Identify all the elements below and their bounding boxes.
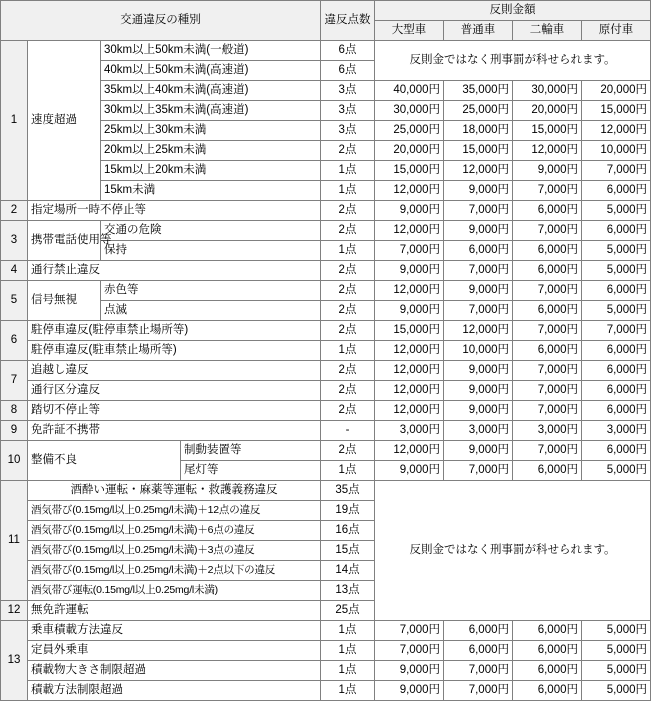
violation-points: 1点	[321, 681, 375, 701]
fine-amount-normal: 35,000円	[444, 81, 513, 101]
sub-label: 積載物大きさ制限超過	[28, 661, 321, 681]
table-row	[1, 681, 651, 701]
sub-label: 35km以上40km未満(高速道)	[101, 81, 321, 101]
category-name: 整備不良	[28, 441, 181, 481]
violation-points: 25点	[321, 601, 375, 621]
fine-amount-normal: 7,000円	[444, 461, 513, 481]
violation-points: 16点	[321, 521, 375, 541]
sub-label: 40km以上50km未満(高速道)	[101, 61, 321, 81]
violation-points: 2点	[321, 401, 375, 421]
fine-amount-normal: 6,000円	[444, 241, 513, 261]
violation-points: -	[321, 421, 375, 441]
violation-points: 19点	[321, 501, 375, 521]
fine-amount-normal: 7,000円	[444, 201, 513, 221]
fine-amount-large: 9,000円	[375, 261, 444, 281]
fine-amount-large: 9,000円	[375, 661, 444, 681]
fine-amount-normal: 7,000円	[444, 681, 513, 701]
violation-points: 1点	[321, 661, 375, 681]
fine-amount-large: 12,000円	[375, 221, 444, 241]
fine-amount-normal: 9,000円	[444, 401, 513, 421]
fine-amount-moped: 5,000円	[582, 641, 651, 661]
fine-amount-motorcycle: 7,000円	[513, 221, 582, 241]
violation-points: 2点	[321, 361, 375, 381]
row-index: 13	[1, 621, 28, 701]
fine-amount-large: 3,000円	[375, 421, 444, 441]
fine-amount-moped: 3,000円	[582, 421, 651, 441]
violation-points: 1点	[321, 241, 375, 261]
sub-label: 保持	[101, 241, 321, 261]
fine-amount-moped: 5,000円	[582, 661, 651, 681]
table-row	[1, 441, 651, 461]
fine-amount-normal: 7,000円	[444, 661, 513, 681]
fine-amount-normal: 9,000円	[444, 281, 513, 301]
fine-amount-moped: 7,000円	[582, 321, 651, 341]
violation-points: 1点	[321, 621, 375, 641]
violation-points: 6点	[321, 41, 375, 61]
sub-label: 酒気帯び(0.15mg/l以上0.25mg/l未満)＋12点の違反	[28, 501, 321, 521]
fine-amount-motorcycle: 7,000円	[513, 281, 582, 301]
violation-points: 6点	[321, 61, 375, 81]
criminal-penalty-note: 反則金ではなく刑事罰が科せられます。	[375, 481, 651, 621]
fine-amount-large: 12,000円	[375, 181, 444, 201]
fine-amount-large: 40,000円	[375, 81, 444, 101]
table-row	[1, 381, 651, 401]
violation-points: 2点	[321, 281, 375, 301]
table-row	[1, 421, 651, 441]
table-row	[1, 661, 651, 681]
fine-amount-large: 12,000円	[375, 361, 444, 381]
fine-amount-normal: 9,000円	[444, 181, 513, 201]
fine-amount-moped: 5,000円	[582, 461, 651, 481]
row-index: 4	[1, 261, 28, 281]
sub-label: 交通の危険	[101, 221, 321, 241]
fine-amount-moped: 5,000円	[582, 621, 651, 641]
table-row	[1, 481, 651, 501]
violation-points: 1点	[321, 341, 375, 361]
sub-label: 酒気帯び運転(0.15mg/l以上0.25mg/l未満)	[28, 581, 321, 601]
sub-label: 駐停車違反(駐車禁止場所等)	[28, 341, 321, 361]
fine-amount-normal: 6,000円	[444, 621, 513, 641]
table-row	[1, 281, 651, 301]
fine-amount-normal: 10,000円	[444, 341, 513, 361]
row-index: 9	[1, 421, 28, 441]
violation-points: 1点	[321, 461, 375, 481]
fine-amount-moped: 6,000円	[582, 221, 651, 241]
sub-label: 追越し違反	[28, 361, 321, 381]
sub-label: 点滅	[101, 301, 321, 321]
sub-label: 30km以上50km未満(一般道)	[101, 41, 321, 61]
fine-amount-large: 15,000円	[375, 321, 444, 341]
violation-points: 2点	[321, 321, 375, 341]
fine-amount-moped: 12,000円	[582, 121, 651, 141]
row-index: 7	[1, 361, 28, 401]
table-row	[1, 201, 651, 221]
row-index: 12	[1, 601, 28, 621]
fine-amount-moped: 10,000円	[582, 141, 651, 161]
row-index: 10	[1, 441, 28, 481]
sub-label: 15km以上20km未満	[101, 161, 321, 181]
fine-amount-motorcycle: 30,000円	[513, 81, 582, 101]
table-row	[1, 321, 651, 341]
fine-amount-large: 30,000円	[375, 101, 444, 121]
table-row	[1, 361, 651, 381]
violation-points: 2点	[321, 201, 375, 221]
violation-points: 3点	[321, 81, 375, 101]
header-row-top	[1, 1, 651, 21]
sub-label: 尾灯等	[181, 461, 321, 481]
row-index: 1	[1, 41, 28, 201]
fine-amount-large: 12,000円	[375, 341, 444, 361]
table-row	[1, 641, 651, 661]
fine-amount-normal: 7,000円	[444, 261, 513, 281]
fine-amount-large: 9,000円	[375, 301, 444, 321]
fine-amount-large: 9,000円	[375, 681, 444, 701]
violation-points: 15点	[321, 541, 375, 561]
fine-amount-normal: 18,000円	[444, 121, 513, 141]
fine-amount-normal: 15,000円	[444, 141, 513, 161]
fine-amount-normal: 9,000円	[444, 221, 513, 241]
category-name: 踏切不停止等	[28, 401, 321, 421]
fine-amount-normal: 3,000円	[444, 421, 513, 441]
fine-amount-moped: 6,000円	[582, 281, 651, 301]
fine-amount-large: 7,000円	[375, 621, 444, 641]
violation-points: 13点	[321, 581, 375, 601]
fine-amount-moped: 6,000円	[582, 341, 651, 361]
fine-amount-motorcycle: 7,000円	[513, 321, 582, 341]
sub-label: 通行区分違反	[28, 381, 321, 401]
fine-amount-large: 12,000円	[375, 381, 444, 401]
fine-amount-motorcycle: 20,000円	[513, 101, 582, 121]
row-index: 3	[1, 221, 28, 261]
sub-label: 駐停車違反(駐停車禁止場所等)	[28, 321, 321, 341]
fine-amount-moped: 5,000円	[582, 681, 651, 701]
table-row	[1, 621, 651, 641]
violation-points: 2点	[321, 301, 375, 321]
category-name: 通行禁止違反	[28, 261, 321, 281]
fine-amount-motorcycle: 6,000円	[513, 621, 582, 641]
fine-amount-motorcycle: 6,000円	[513, 261, 582, 281]
fine-amount-motorcycle: 6,000円	[513, 241, 582, 261]
fine-amount-large: 9,000円	[375, 461, 444, 481]
sub-label: 積載方法制限超過	[28, 681, 321, 701]
sub-label: 赤色等	[101, 281, 321, 301]
fine-amount-normal: 9,000円	[444, 381, 513, 401]
fine-amount-moped: 6,000円	[582, 401, 651, 421]
table-row	[1, 41, 651, 61]
fine-amount-motorcycle: 6,000円	[513, 461, 582, 481]
row-index: 2	[1, 201, 28, 221]
header-fine-group: 反則金額	[375, 1, 651, 21]
fine-amount-motorcycle: 12,000円	[513, 141, 582, 161]
fine-amount-normal: 7,000円	[444, 301, 513, 321]
row-index: 8	[1, 401, 28, 421]
header-vehicle-motorcycle: 二輪車	[513, 21, 582, 41]
sub-label: 制動装置等	[181, 441, 321, 461]
fine-amount-motorcycle: 7,000円	[513, 441, 582, 461]
category-name: 免許証不携帯	[28, 421, 321, 441]
fine-amount-moped: 6,000円	[582, 441, 651, 461]
fine-amount-moped: 5,000円	[582, 261, 651, 281]
fine-amount-normal: 6,000円	[444, 641, 513, 661]
sub-label: 乗車積載方法違反	[28, 621, 321, 641]
violation-points: 3点	[321, 121, 375, 141]
violation-points: 14点	[321, 561, 375, 581]
fine-amount-motorcycle: 6,000円	[513, 661, 582, 681]
violation-points: 2点	[321, 261, 375, 281]
fine-amount-moped: 6,000円	[582, 361, 651, 381]
table-row	[1, 261, 651, 281]
violation-points: 2点	[321, 141, 375, 161]
fine-amount-moped: 7,000円	[582, 161, 651, 181]
fine-amount-motorcycle: 7,000円	[513, 401, 582, 421]
category-name: 信号無視	[28, 281, 101, 321]
fine-amount-large: 9,000円	[375, 201, 444, 221]
fine-amount-moped: 6,000円	[582, 381, 651, 401]
category-name: 速度超過	[28, 41, 101, 201]
fine-amount-motorcycle: 6,000円	[513, 301, 582, 321]
sub-label: 25km以上30km未満	[101, 121, 321, 141]
header-points: 違反点数	[321, 1, 375, 41]
sub-label: 酒気帯び(0.15mg/l以上0.25mg/l未満)＋3点の違反	[28, 541, 321, 561]
header-vehicle-moped: 原付車	[582, 21, 651, 41]
fine-amount-moped: 20,000円	[582, 81, 651, 101]
fine-amount-normal: 25,000円	[444, 101, 513, 121]
fine-amount-large: 12,000円	[375, 401, 444, 421]
sub-label: 酒気帯び(0.15mg/l以上0.25mg/l未満)＋6点の違反	[28, 521, 321, 541]
fine-amount-motorcycle: 7,000円	[513, 181, 582, 201]
table-row	[1, 221, 651, 241]
sub-label: 20km以上25km未満	[101, 141, 321, 161]
violation-points: 1点	[321, 181, 375, 201]
fine-amount-motorcycle: 7,000円	[513, 381, 582, 401]
fine-amount-motorcycle: 6,000円	[513, 341, 582, 361]
header-vehicle-normal: 普通車	[444, 21, 513, 41]
row-index: 6	[1, 321, 28, 361]
table-row	[1, 341, 651, 361]
fine-amount-motorcycle: 15,000円	[513, 121, 582, 141]
header-vehicle-large: 大型車	[375, 21, 444, 41]
table-header	[1, 1, 651, 41]
fine-amount-normal: 12,000円	[444, 321, 513, 341]
violation-points: 2点	[321, 221, 375, 241]
fine-amount-motorcycle: 6,000円	[513, 681, 582, 701]
category-name: 指定場所一時不停止等	[28, 201, 321, 221]
sub-label: 15km未満	[101, 181, 321, 201]
fine-amount-large: 15,000円	[375, 161, 444, 181]
fine-amount-large: 20,000円	[375, 141, 444, 161]
sub-label: 酒酔い運転・麻薬等運転・救護義務違反	[28, 481, 321, 501]
fine-amount-motorcycle: 6,000円	[513, 201, 582, 221]
fine-amount-motorcycle: 9,000円	[513, 161, 582, 181]
fine-amount-motorcycle: 7,000円	[513, 361, 582, 381]
violation-points: 2点	[321, 441, 375, 461]
fine-amount-normal: 12,000円	[444, 161, 513, 181]
fine-amount-motorcycle: 3,000円	[513, 421, 582, 441]
fine-amount-moped: 6,000円	[582, 181, 651, 201]
category-name: 無免許運転	[28, 601, 321, 621]
fine-amount-normal: 9,000円	[444, 361, 513, 381]
header-category: 交通違反の種別	[1, 1, 321, 41]
fine-amount-moped: 5,000円	[582, 201, 651, 221]
violation-points: 2点	[321, 381, 375, 401]
fine-amount-moped: 15,000円	[582, 101, 651, 121]
fine-amount-large: 12,000円	[375, 281, 444, 301]
category-name: 携帯電話使用等	[28, 221, 101, 261]
fine-amount-moped: 5,000円	[582, 241, 651, 261]
fine-amount-motorcycle: 6,000円	[513, 641, 582, 661]
row-index: 11	[1, 481, 28, 601]
criminal-penalty-note: 反則金ではなく刑事罰が科せられます。	[375, 41, 651, 81]
fine-amount-moped: 5,000円	[582, 301, 651, 321]
violation-points: 35点	[321, 481, 375, 501]
fine-amount-large: 7,000円	[375, 241, 444, 261]
sub-label: 酒気帯び(0.15mg/l以上0.25mg/l未満)＋2点以下の違反	[28, 561, 321, 581]
table-row	[1, 401, 651, 421]
row-index: 5	[1, 281, 28, 321]
violation-points: 1点	[321, 161, 375, 181]
violation-points: 3点	[321, 101, 375, 121]
table-body	[1, 41, 651, 701]
fine-amount-normal: 9,000円	[444, 441, 513, 461]
fine-amount-large: 7,000円	[375, 641, 444, 661]
violation-points: 1点	[321, 641, 375, 661]
sub-label: 30km以上35km未満(高速道)	[101, 101, 321, 121]
fine-amount-large: 25,000円	[375, 121, 444, 141]
sub-label: 定員外乗車	[28, 641, 321, 661]
fine-amount-large: 12,000円	[375, 441, 444, 461]
